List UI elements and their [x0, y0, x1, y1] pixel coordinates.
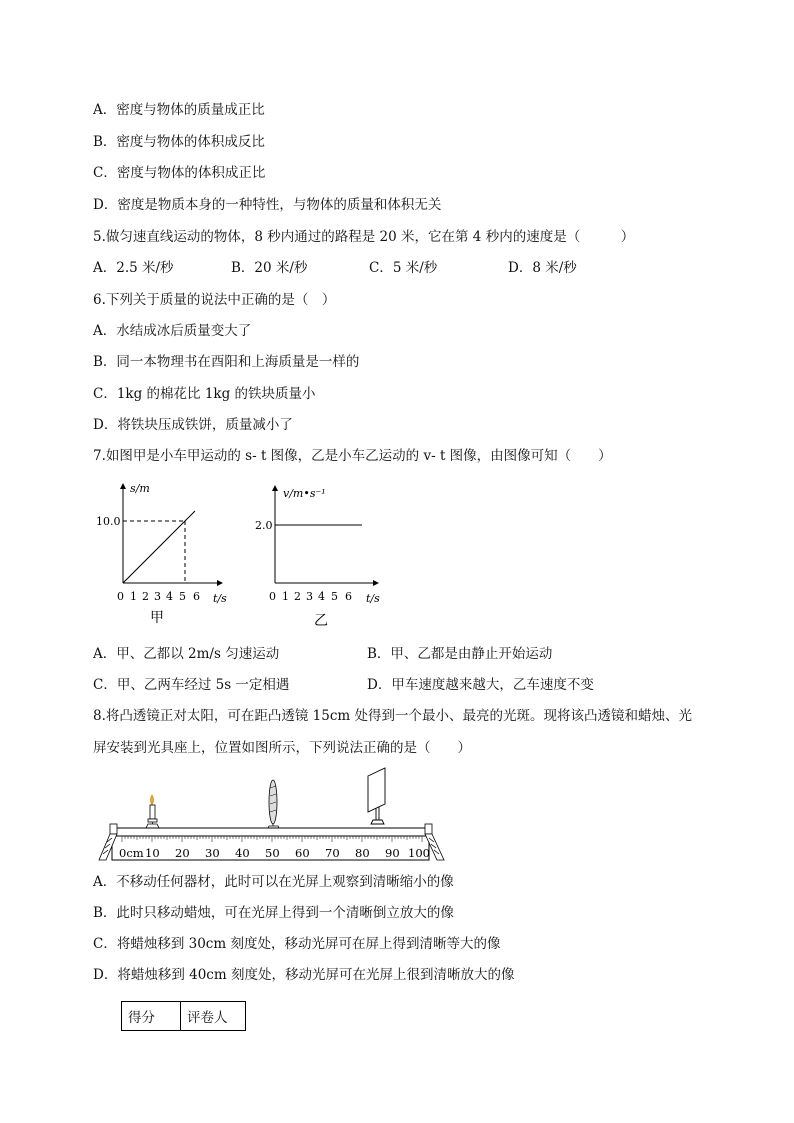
- x-tick-6: 6: [345, 590, 352, 603]
- x-tick-0: 0: [117, 590, 124, 603]
- q5-option-d: D．8 米/秒: [508, 260, 577, 276]
- x-tick-5: 5: [331, 590, 338, 603]
- x-tick-3: 3: [306, 590, 313, 603]
- q4-option-a: A．密度与物体的质量成正比: [93, 102, 265, 118]
- q8-stem-line1: 8.将凸透镜正对太阳，可在距凸透镜 15cm 处得到一个最小、最亮的光斑。现将该凸透镜和蜡烛、光: [93, 708, 693, 724]
- q8-option-b: B．此时只移动蜡烛，可在光屏上得到一个清晰倒立放大的像: [93, 905, 454, 921]
- y-tick-label: 2.0: [255, 519, 273, 532]
- q8-stem-line2: 屏安装到光具座上，位置如图所示，下列说法正确的是（ ）: [93, 740, 471, 756]
- q6-option-b: B．同一本物理书在酉阳和上海质量是一样的: [93, 354, 360, 370]
- q6-option-d: D．将铁块压成铁饼，质量减小了: [93, 417, 293, 433]
- optical-bench: [92, 760, 462, 870]
- q5-option-b: B．20 米/秒: [231, 260, 308, 276]
- q4-option-d: D．密度是物质本身的一种特性，与物体的质量和体积无关: [93, 197, 442, 213]
- q7-option-d: D．甲车速度越来越大，乙车速度不变: [367, 677, 594, 693]
- candle-body: [150, 805, 155, 819]
- scale-label-30: 30: [205, 846, 220, 860]
- x-tick-2: 2: [294, 590, 301, 603]
- x-tick-1: 1: [130, 590, 137, 603]
- x-tick-4: 4: [166, 590, 173, 603]
- graph-caption: 乙: [314, 613, 328, 629]
- bench-rail: [112, 828, 429, 836]
- q5-option-a: A．2.5 米/秒: [93, 260, 174, 276]
- q6-option-a: A．水结成冰后质量变大了: [93, 323, 252, 339]
- q8-option-d: D．将蜡烛移到 40cm 刻度处，移动光屏可在光屏上很到清晰放大的像: [93, 967, 515, 983]
- q8-option-c: C．将蜡烛移到 30cm 刻度处，移动光屏可在屏上得到清晰等大的像: [93, 936, 501, 952]
- q7-stem: 7.如图甲是小车甲运动的 s- t 图像，乙是小车乙运动的 v- t 图像，由图像可知（ ）: [93, 448, 612, 464]
- q5-stem: 5.做匀速直线运动的物体，8 秒内通过的路程是 20 米，它在第 4 秒内的速度是（ ）: [93, 229, 635, 245]
- scale-label-60: 60: [295, 846, 310, 860]
- y-tick-label: 10.0: [96, 515, 121, 528]
- scale-label-40: 40: [235, 846, 250, 860]
- x-axis-label: t/s: [213, 592, 227, 605]
- x-tick-1: 1: [282, 590, 289, 603]
- scale-label-20: 20: [175, 846, 190, 860]
- score-cell: 得分: [122, 1002, 181, 1031]
- x-tick-3: 3: [154, 590, 161, 603]
- scale-label-0: 0cm: [119, 846, 144, 860]
- graph-caption: 甲: [150, 610, 164, 626]
- q8-option-a: A．不移动任何器材，此时可以在光屏上观察到清晰缩小的像: [93, 874, 454, 890]
- score-table: [121, 1001, 246, 1031]
- q7-option-c: C．甲、乙两车经过 5s 一定相遇: [93, 677, 290, 693]
- scale-label-50: 50: [265, 846, 280, 860]
- q4-option-b: B．密度与物体的体积成反比: [93, 134, 265, 150]
- light-screen: [368, 768, 385, 824]
- scale-label-100: 100: [408, 846, 430, 860]
- st-graph: [92, 476, 242, 636]
- scale-label-10: 10: [145, 846, 160, 860]
- x-tick-5: 5: [179, 590, 186, 603]
- data-line: [123, 511, 195, 583]
- convex-lens: [267, 780, 280, 830]
- vt-graph: [250, 476, 400, 636]
- y-axis-label: v/m•s⁻¹: [283, 487, 326, 500]
- candle: [146, 795, 159, 828]
- q6-stem: 6.下列关于质量的说法中正确的是（ ）: [93, 292, 336, 308]
- q5-option-c: C．5 米/秒: [369, 260, 438, 276]
- q6-option-c: C．1kg 的棉花比 1kg 的铁块质量小: [93, 386, 316, 402]
- x-tick-6: 6: [193, 590, 200, 603]
- grader-cell: 评卷人: [181, 1002, 246, 1031]
- scale-label-90: 90: [385, 846, 400, 860]
- scale-label-80: 80: [355, 846, 370, 860]
- x-tick-0: 0: [269, 590, 276, 603]
- scale-label-70: 70: [325, 846, 340, 860]
- candle-flame: [151, 795, 154, 805]
- q7-option-b: B．甲、乙都是由静止开始运动: [367, 646, 553, 662]
- q7-option-a: A．甲、乙都以 2m/s 匀速运动: [93, 646, 280, 662]
- x-tick-2: 2: [142, 590, 149, 603]
- x-axis-label: t/s: [366, 592, 380, 605]
- q4-option-c: C．密度与物体的体积成正比: [93, 165, 266, 181]
- x-tick-4: 4: [318, 590, 325, 603]
- y-axis-label: s/m: [130, 482, 150, 495]
